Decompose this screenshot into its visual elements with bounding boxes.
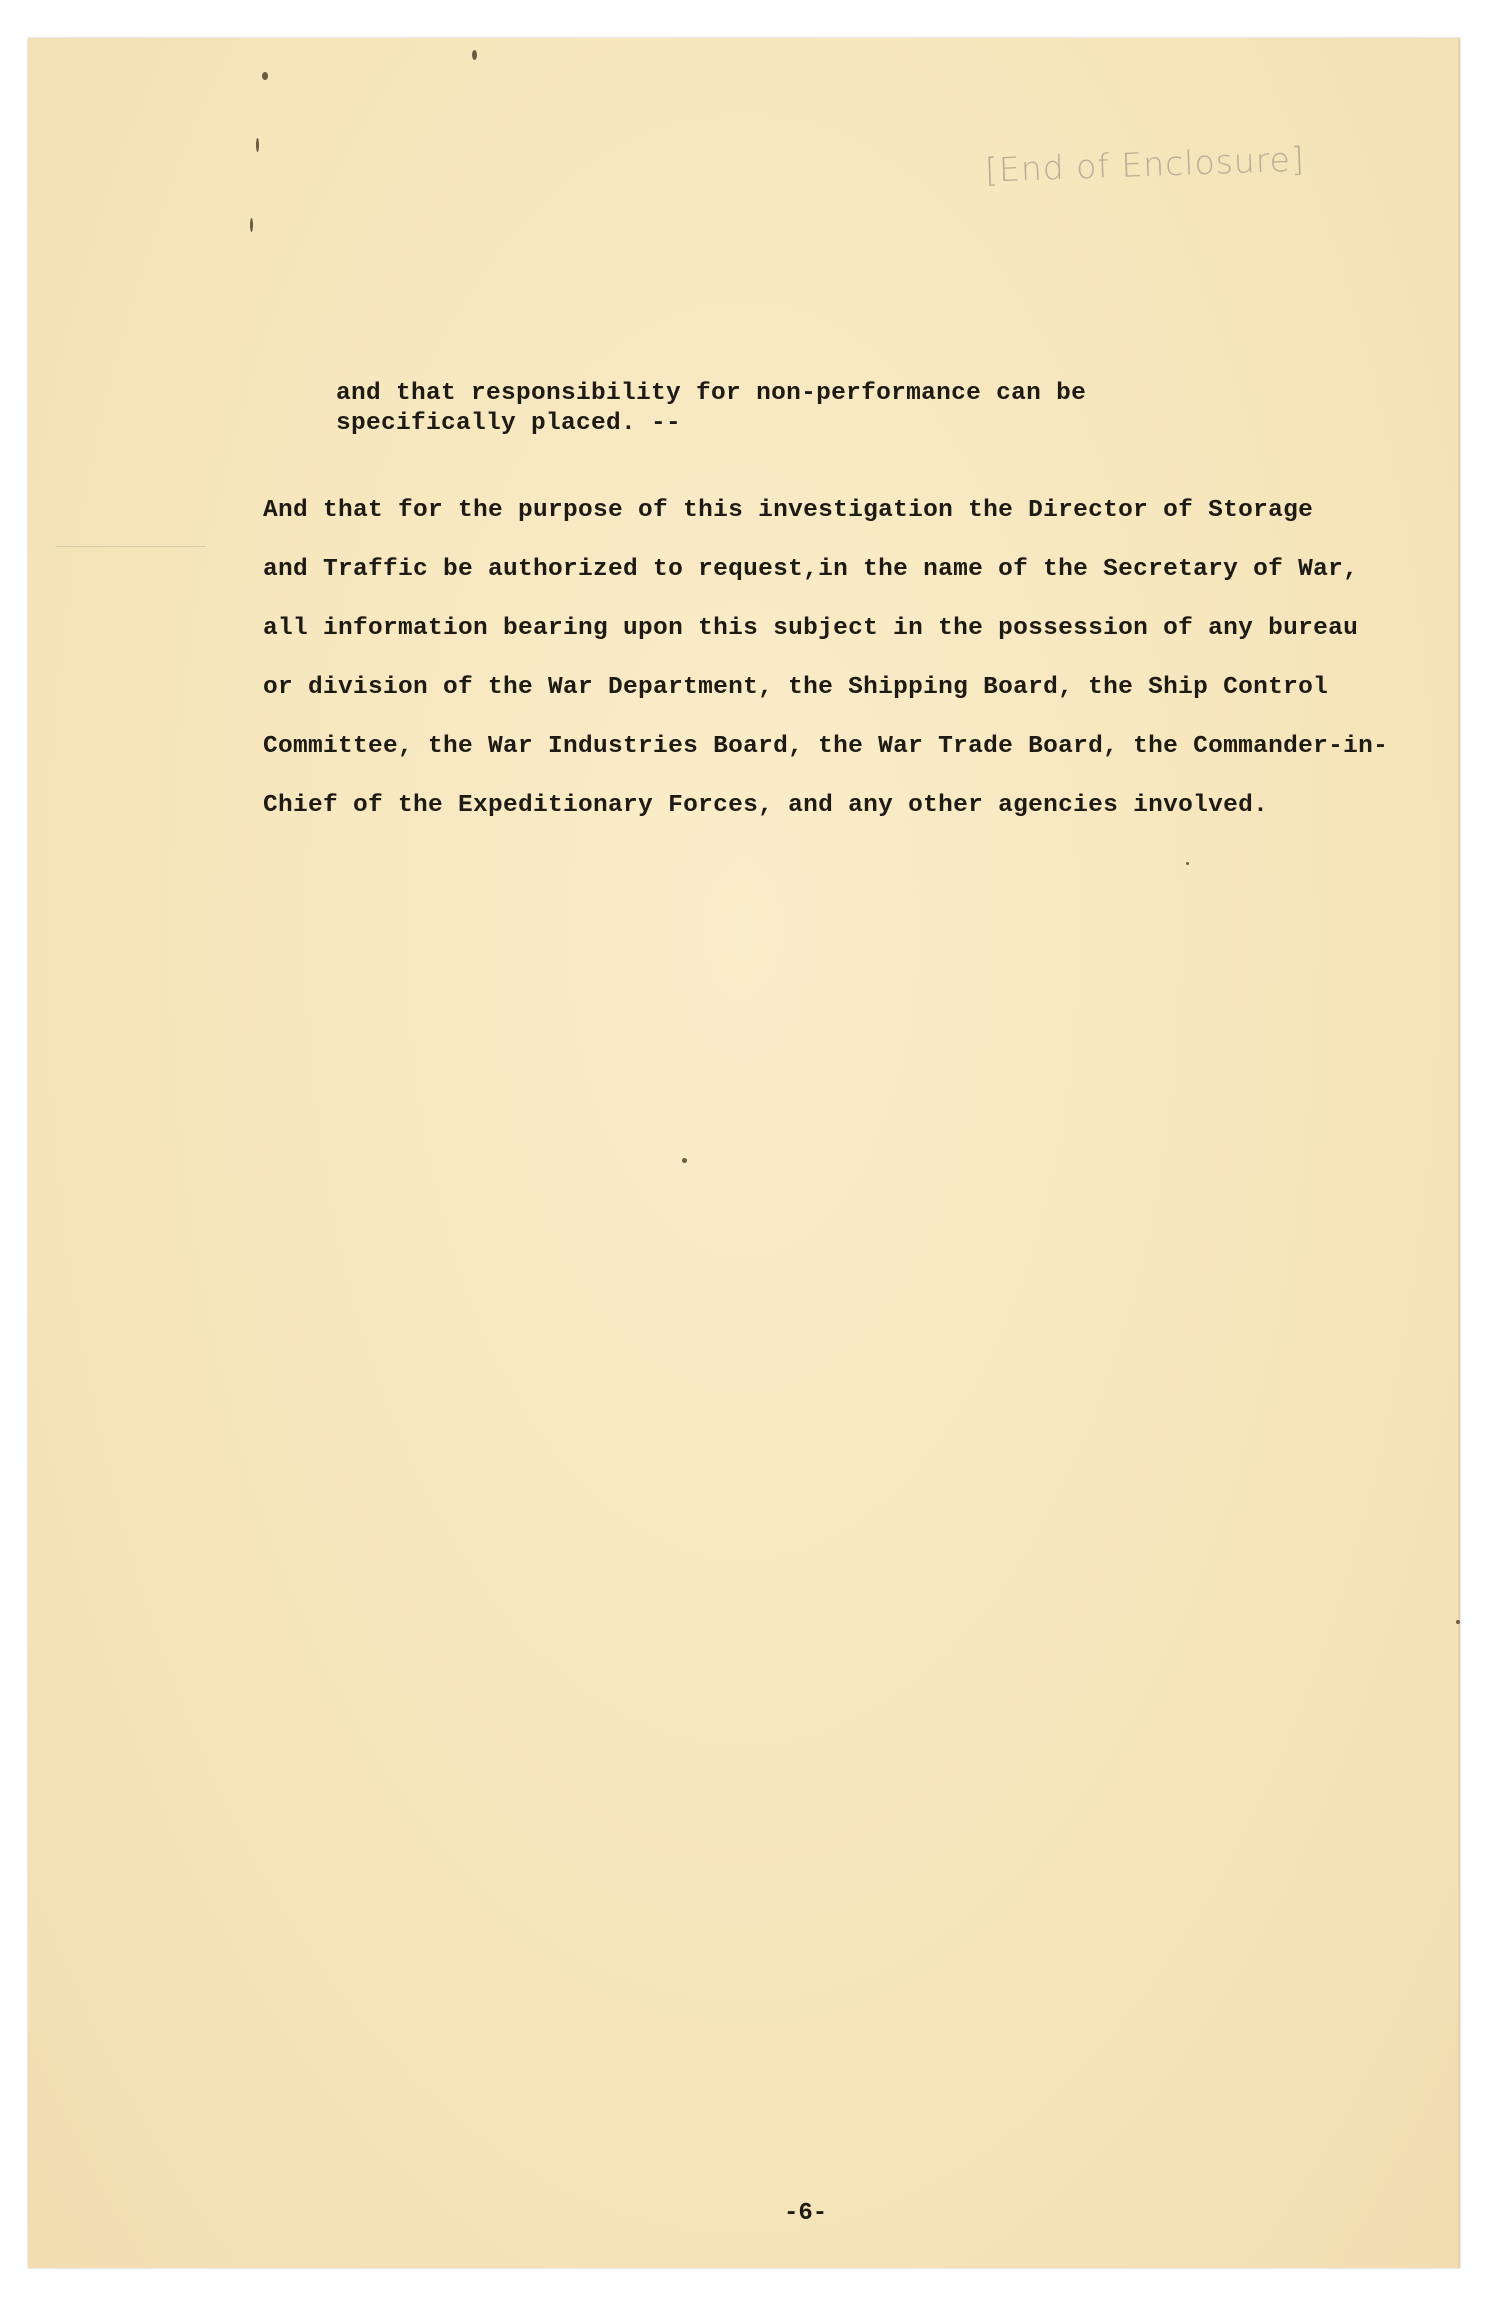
paragraph-line-2: and Traffic be authorized to request,in the name of the Secretary of War,	[263, 556, 1359, 583]
paper-speck	[472, 50, 477, 60]
paper-speck	[256, 138, 259, 152]
paper-speck	[682, 1158, 687, 1163]
continuation-line-2: specifically placed. --	[336, 410, 682, 437]
paper-crease	[56, 546, 206, 547]
paragraph-line-6: Chief of the Expeditionary Forces, and any other agencies involved.	[263, 792, 1269, 819]
document-page	[28, 38, 1460, 2268]
continuation-line-1: and that responsibility for non-performance can be	[336, 380, 1087, 407]
paragraph-line-5: Committee, the War Industries Board, the War Trade Board, the Commander-in-	[263, 733, 1389, 760]
paper-speck	[1456, 1620, 1460, 1624]
end-of-enclosure-annotation: [End of Enclosure]	[984, 139, 1306, 190]
paragraph-line-3: all information bearing upon this subject in the possession of any bureau	[263, 615, 1359, 642]
paragraph-line-1: And that for the purpose of this investigation the Director of Storage	[263, 497, 1314, 524]
paper-speck	[262, 72, 268, 80]
page-number: -6-	[784, 2200, 828, 2227]
paper-speck	[1186, 862, 1189, 865]
paragraph-line-4: or division of the War Department, the Shipping Board, the Ship Control	[263, 674, 1329, 701]
paper-speck	[250, 218, 253, 232]
